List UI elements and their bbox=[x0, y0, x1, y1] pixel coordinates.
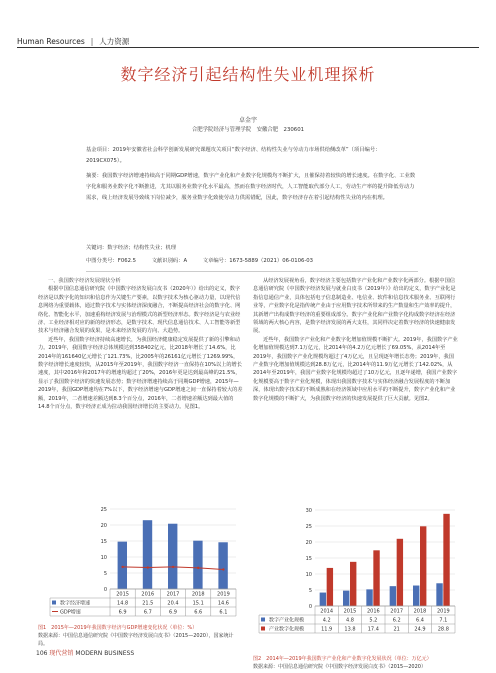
figure-2-caption: 图2 2014年—2019年我国数字产业化和产业数字化发展状况（单位：万亿元） bbox=[253, 656, 432, 662]
x-tick-label: 2017 bbox=[166, 591, 180, 598]
paragraph: 从经济发展视角看，数字经济主要包括数字产业化和产业数字化两部分。根据中国信息通信研究院《中国数字经济发展与就业白皮书（2019年）》给出的定义，数字产业化是指信息通信产业，具体包括电子信息制造业、电信业、软件和信息技术服务业、互联网行业等，产业数字化是指传统产业由于应用数字技术所带来的生产数量和生产效率的提升，其新增产出构成数字经济的重要组成部分。数字产业化和产业数字化构成数字经济在经济领域的两大核心内容，是数字经济发展的两大支柱，其同样决定着数字经济的快速健康发展。 bbox=[253, 278, 456, 335]
legend-swatch bbox=[52, 601, 56, 605]
y-tick-label: 0 bbox=[308, 604, 312, 610]
figure-1-source: 数据来源：中国信息通信研究院《中国数字经济发展白皮书》（2015—2020），国家统计局。 bbox=[38, 633, 234, 647]
data-label: 6.9 bbox=[169, 609, 177, 616]
data-label: 21.5 bbox=[142, 600, 154, 607]
legend-label: 数字产业化规模 bbox=[269, 617, 305, 624]
y-tick-label: 0 bbox=[103, 587, 107, 593]
data-label: 28.8 bbox=[437, 626, 449, 633]
bar bbox=[118, 542, 127, 589]
figure-2-chart bbox=[253, 505, 463, 655]
x-tick-label: 2017 bbox=[390, 608, 404, 615]
legend-label: GDP增速 bbox=[60, 609, 81, 616]
document-code: 文献识别码：A bbox=[151, 258, 188, 264]
line-point bbox=[222, 568, 224, 570]
data-label: 6.9 bbox=[118, 609, 127, 616]
figure-1-caption-block bbox=[38, 624, 243, 648]
author: 卓金宇 bbox=[238, 117, 257, 124]
bar bbox=[373, 550, 379, 606]
data-label: 6.7 bbox=[143, 609, 152, 616]
data-label: 6.4 bbox=[416, 617, 424, 624]
bar bbox=[193, 541, 202, 589]
y-tick-label: 30 bbox=[305, 508, 312, 514]
page-footer bbox=[36, 648, 134, 657]
y-tick-label: 5 bbox=[308, 588, 312, 594]
line-point bbox=[147, 566, 149, 568]
data-label: 6.1 bbox=[219, 609, 228, 616]
header-section-cn: 人力资源 bbox=[99, 37, 130, 46]
x-tick-label: 2014 bbox=[320, 608, 334, 615]
x-tick-label: 2015 bbox=[116, 591, 129, 598]
figure-1-svg bbox=[38, 505, 243, 625]
bar bbox=[436, 583, 442, 606]
paragraph: 近些年，我国数字产业化和产业数字化增加值规模不断扩大。2019年，我国数字产业化增加值规模达到7.1万亿元，比2014年的4.2万亿元增长了69.05%，从2014年至2019年，我国数字产业化规模均超过了4万亿元，且呈现逐年增长态势；2019年，我国产业数字化增加值规模达到28.8万亿元，比2014年的11.9万亿元增长了142.02%，从2014年至2019年，我国产业数字化规模均超过了10万亿元，且逐年递增，我国产业数字化规模要高于数字产业化规模，体现出我国数字技术与实体经济融合发展程度的不断加深，体现出数字技术的不断成熟和在经济领域中应用水平的不断提升，数字产业化和产业数字化规模的不断扩大，为我国数字经济的快速发展提供了巨大贡献。见图2。 bbox=[253, 336, 458, 402]
bar bbox=[218, 542, 227, 589]
journal-cn: 现代营销 bbox=[49, 650, 74, 657]
line-point bbox=[197, 567, 199, 569]
bar bbox=[168, 524, 177, 589]
clc-number: 中图分类号：F062.5 bbox=[86, 258, 136, 264]
data-label: 21 bbox=[393, 626, 400, 633]
y-tick-label: 5 bbox=[103, 571, 107, 577]
x-tick-label: 2019 bbox=[217, 591, 230, 598]
right-column bbox=[253, 277, 458, 403]
bar bbox=[343, 591, 349, 606]
y-tick-label: 25 bbox=[305, 524, 312, 530]
y-tick-label: 15 bbox=[305, 556, 312, 562]
x-tick-label: 2018 bbox=[413, 608, 427, 615]
legend-swatch bbox=[261, 618, 265, 622]
header-section-en: Human Resources bbox=[17, 37, 85, 46]
paragraph: 根据中国信息通信研究院《中国数字经济发展白皮书（2020年）》给出的定义，数字经济是以数字化的知识和信息作为关键生产要素，以数字技术为核心驱动力量，以现代信息网络为重要载体，通过数字技术与实体经济深度融合，不断提高经济社会的数字化、网络化、智能化水平，加速重构经济发展与治理模式的新型经济形态。数字经济是与农业经济、工业经济相对应的新的经济形态，是数字技术、现代信息通信技术、人工智能等新型技术与经济融合发展的成果，是未来经济发展的方向、大趋势。 bbox=[38, 286, 241, 335]
running-header bbox=[17, 36, 129, 47]
article-number: 文章编号：1673-5889（2021）06-0106-03 bbox=[202, 258, 313, 264]
abstract-divider bbox=[86, 271, 418, 272]
y-tick-label: 10 bbox=[305, 572, 312, 578]
header-rule bbox=[17, 47, 479, 48]
bar bbox=[350, 562, 356, 606]
keywords: 关键词：数字经济；结构性失业；机理 bbox=[86, 245, 177, 251]
bar bbox=[420, 526, 426, 606]
journal-en: MODERN BUSINESS bbox=[75, 650, 135, 657]
y-tick-label: 10 bbox=[100, 555, 107, 561]
data-label: 11.9 bbox=[321, 626, 333, 633]
bar bbox=[390, 586, 396, 606]
data-label: 4.8 bbox=[346, 617, 354, 624]
y-tick-label: 20 bbox=[305, 540, 312, 546]
bar bbox=[443, 514, 449, 606]
data-label: 14.8 bbox=[117, 600, 129, 607]
data-label: 24.9 bbox=[414, 626, 426, 633]
classification-line bbox=[86, 256, 418, 264]
abstract: 摘要：我国数字经济增速持续高于同期GDP增速，数字产业化和产业数字化规模均不断扩大，且催保持着较快的增长速度。在数字化、工业数字化和服务业数字化不断推进，尤其以服务业数字化水平最高，然而在数字经济时代，人工智能取代部分人工，劳动生产率的提升降低劳动力需求，线上经济发展导致线下岗位减少，服务业数字化致使劳动力供需错配，因此，数字经济存在着引起结构性失业的内在机理。 bbox=[86, 173, 416, 202]
bar bbox=[366, 589, 372, 606]
bar bbox=[413, 586, 419, 606]
y-tick-label: 25 bbox=[100, 507, 107, 513]
affiliation: 合肥学院经济与管理学院 安徽合肥 230601 bbox=[191, 127, 305, 133]
x-tick-label: 2019 bbox=[436, 608, 450, 615]
x-tick-label: 2018 bbox=[191, 591, 205, 598]
section-heading: 一、我国数字经济发展现状分析 bbox=[48, 278, 121, 284]
article-title: 数字经济引起结构性失业机理探析 bbox=[120, 65, 376, 84]
x-tick-label: 2016 bbox=[141, 591, 155, 598]
bar bbox=[327, 568, 333, 606]
figure-2-caption-block bbox=[253, 655, 463, 671]
x-tick-label: 2016 bbox=[366, 608, 380, 615]
data-label: 14.6 bbox=[217, 600, 229, 607]
figure-2-svg bbox=[253, 505, 463, 655]
figure-1-chart bbox=[38, 505, 243, 625]
bar bbox=[397, 539, 403, 606]
legend-swatch bbox=[261, 627, 265, 631]
figure-2-source: 数据来源：中国信息通信研究院《中国数字经济发展白皮书》（2015—2020） bbox=[253, 664, 426, 670]
bar bbox=[143, 520, 152, 589]
header-separator: | bbox=[90, 37, 94, 46]
data-label: 13.8 bbox=[344, 626, 356, 633]
y-tick-label: 15 bbox=[100, 539, 107, 545]
y-tick-label: 20 bbox=[100, 523, 107, 529]
data-label: 17.4 bbox=[367, 626, 379, 633]
data-label: 15.1 bbox=[192, 600, 204, 607]
line-point bbox=[172, 566, 174, 568]
x-tick-label: 2015 bbox=[343, 608, 357, 615]
legend-label: 数字经济增速 bbox=[60, 600, 91, 607]
data-label: 6.6 bbox=[194, 609, 203, 616]
data-label: 6.2 bbox=[392, 617, 401, 624]
page-number: 106 bbox=[36, 650, 48, 657]
figure-1-caption: 图1 2015年—2019年我国数字经济与GDP增速变化状况（单位：%） bbox=[38, 625, 198, 631]
data-label: 20.4 bbox=[167, 600, 179, 607]
fund-note: 基金项目：2019年安徽省社会科学创新发展研究课题攻关项目“数字经济、结构性失业与劳动力市场供给侧改革”（项目编号：2019CX075）。 bbox=[86, 147, 381, 164]
bar bbox=[320, 593, 326, 606]
data-label: 7.1 bbox=[439, 617, 448, 624]
line-point bbox=[121, 566, 123, 568]
data-label: 4.2 bbox=[322, 617, 331, 624]
legend-label: 产业数字化规模 bbox=[269, 626, 305, 633]
paragraph: 近些年，我国数字经济持续高速增长，为我国经济健康稳定发展提供了新的引擎和动力。2019年，我国数字经济总体规模达到358402亿元，比2018年增长了14.6%，比2014年的161640亿元增长了121.73%，比2005年的26161亿元增长了1269.99%，数字经济增长速度较快，从2015年至2019年，我国数字经济一直保持在10%以上的增长速度，其中2016年和2017年的增速均超过了20%，2016年更是达到最高峰的21.5%，显示了我国数字经济的快速发展态势；数字经济增速持续高于同期GDP增速，2015年—2019年，我国GDP增速均在7%以下，数字经济增速与GDP增速之间一直保持着较大的差额，2019年，二者增速差额达到8.3个百分点，2016年，二者增速差额达到最大值的14.8个百分点，数字经济正成为拉动我国经济增长的主要动力。见图1。 bbox=[38, 336, 243, 411]
left-column bbox=[38, 277, 243, 412]
data-label: 5.2 bbox=[369, 617, 378, 624]
